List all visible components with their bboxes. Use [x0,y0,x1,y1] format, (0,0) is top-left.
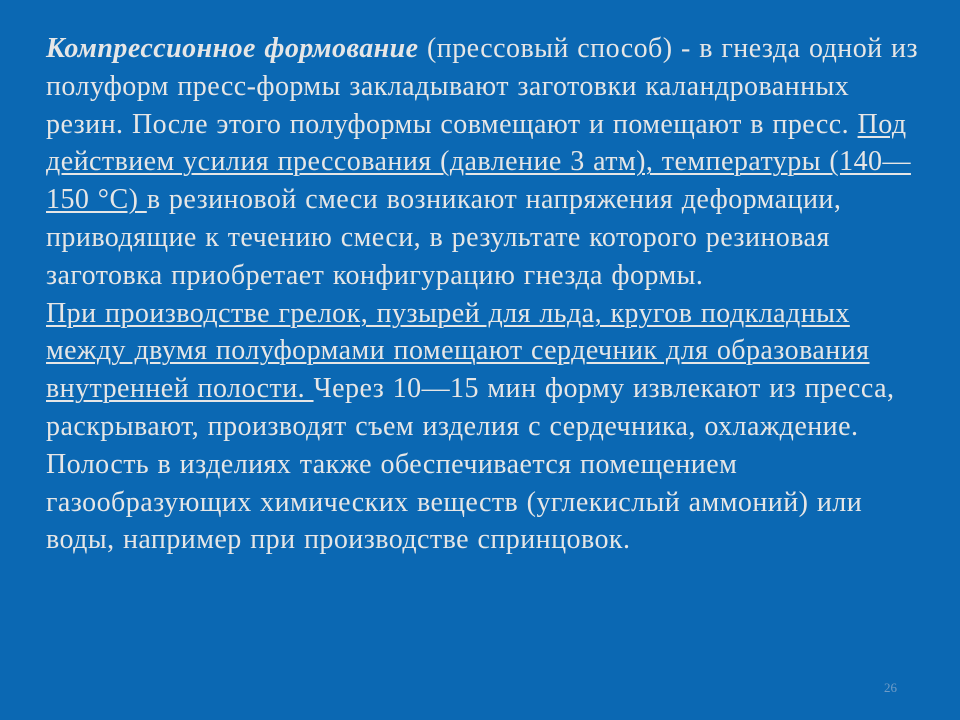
paragraph1-text2: в резиновой смеси возникают напряжения деформации, приводящие к течению смеси, в результате которого резиновая заготовка приобретает конфигурацию гнезда формы. [46,184,842,291]
slide-body [46,30,926,559]
paragraph1-text1: (прессовый способ) - в гнезда одной из полуформ пресс-формы закладывают заготовки каландрованных резин. После этого полуформы совмещают и помещают в пресс. [46,33,918,140]
paragraph1-underlined-text: Под действием усилия прессования (давление 3 атм), температуры (140—150 °С) [46,108,911,216]
paragraph-hollow-products [46,295,926,446]
paragraph3-text: Полость в изделиях также обеспечивается помещением газообразующих химических веществ (углекислый аммоний) или воды, например при производстве спринцовок. [46,448,863,556]
paragraph-cavity [46,446,926,559]
paragraph2-text: Через 10—15 мин форму извлекают из пресса, раскрывают, производят съем изделия с сердечника, охлаждение. [46,373,895,442]
term-compression-molding: Компрессионное формование [46,33,419,64]
paragraph-compression-molding [46,30,926,295]
paragraph2-underlined-text: При производстве грелок, пузырей для льда, кругов подкладных между двумя полуформами помещают сердечник для образования внутренней полости. [46,297,870,405]
page-number: 26 [884,680,897,695]
